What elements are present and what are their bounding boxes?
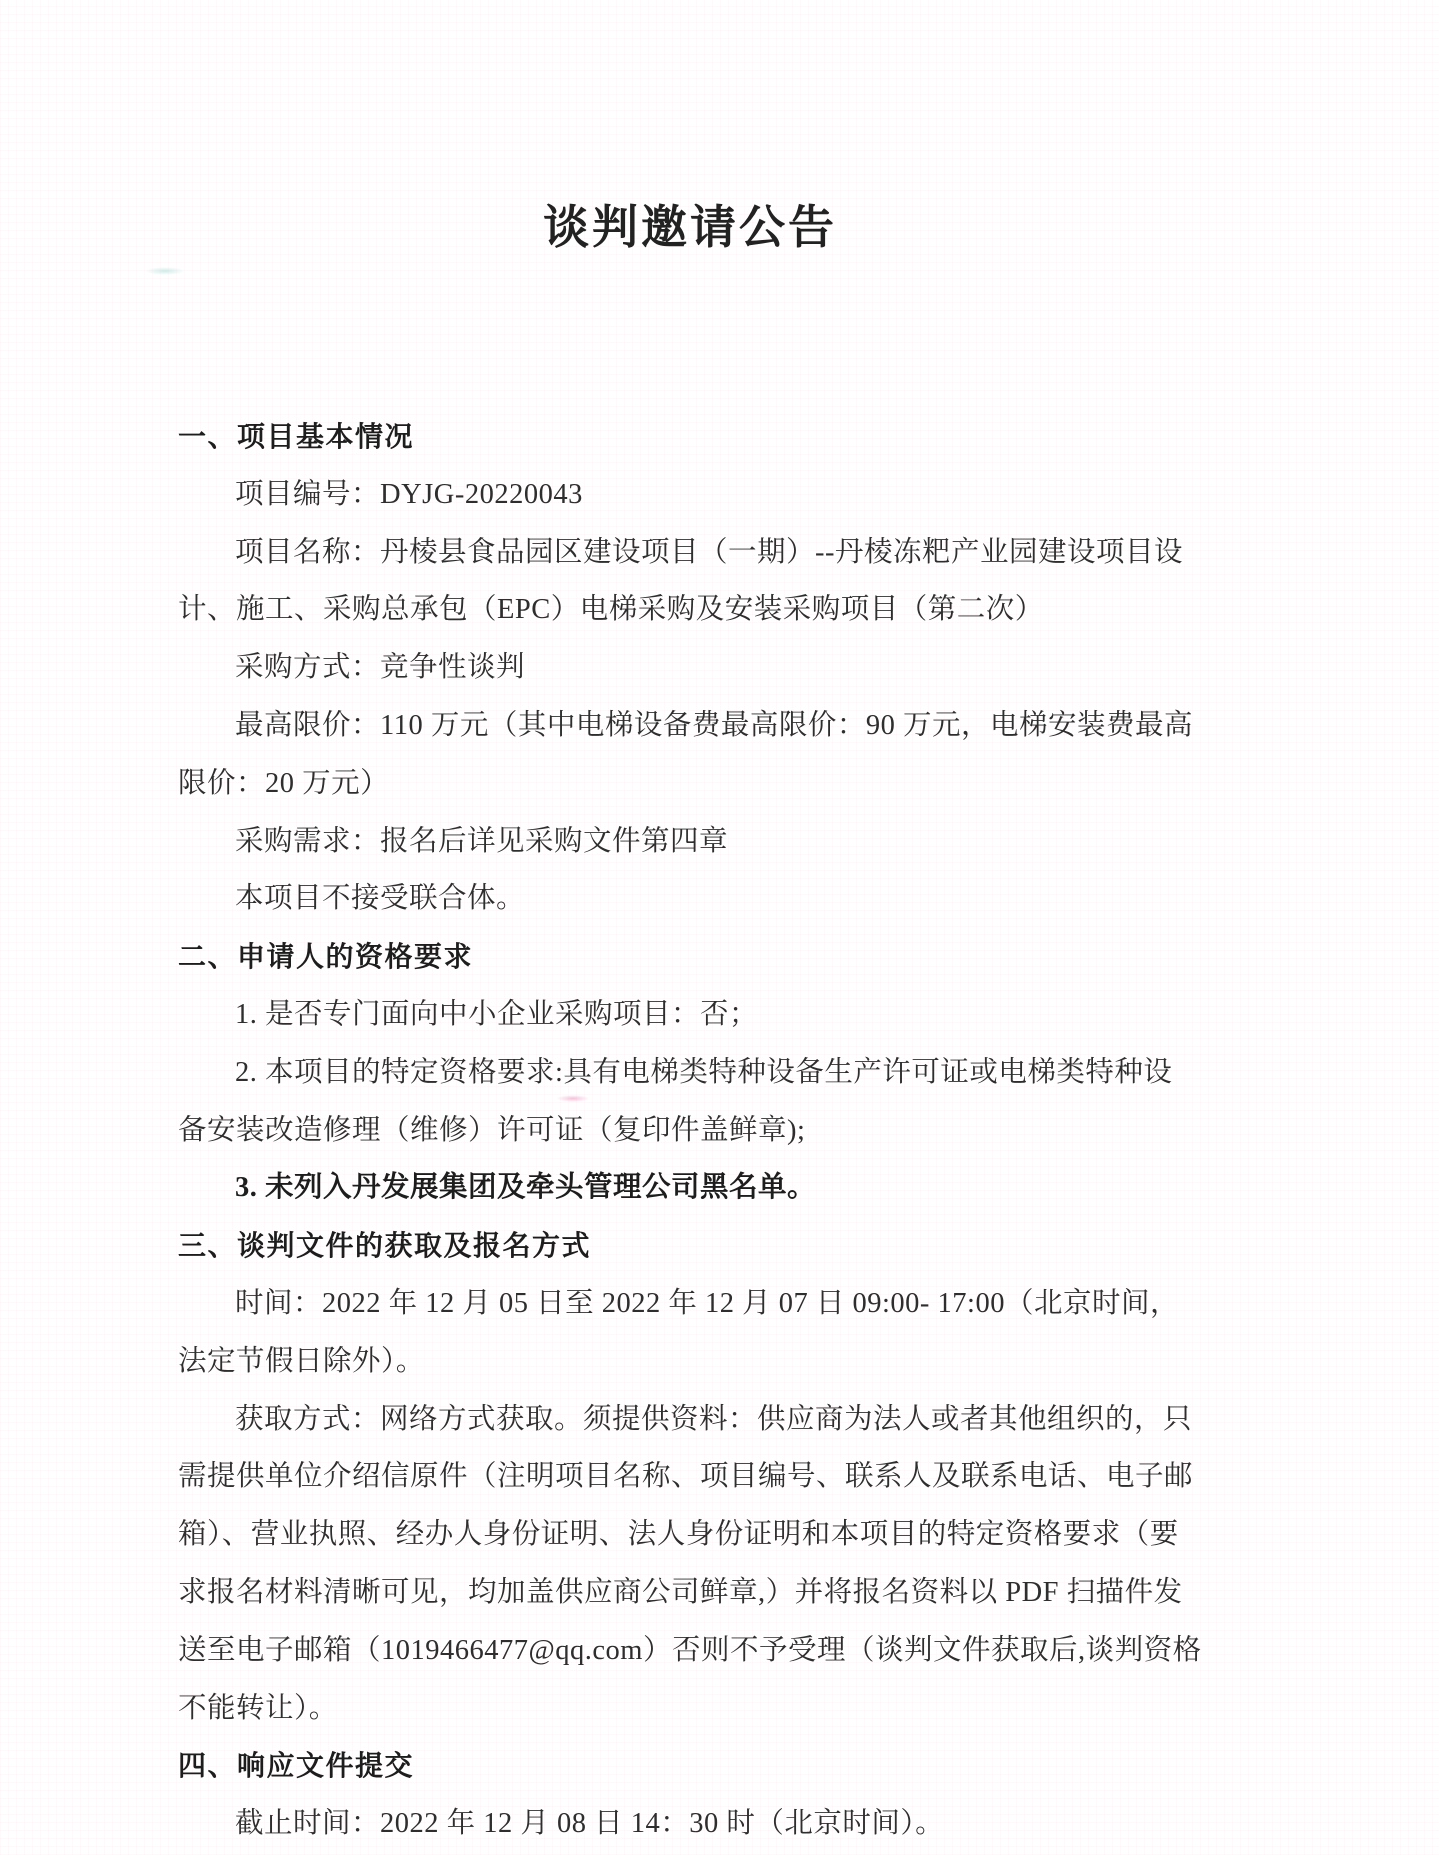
text-line-15: 三、谈判文件的获取及报名方式: [178, 1230, 592, 1262]
text-line-22: 送至电子邮箱（1019466477@qq.com）否则不予受理（谈判文件获取后,谈判资格: [178, 1634, 1202, 1666]
text-line-2: 项目编号：DYJG-20220043: [235, 478, 583, 510]
text-line-24: 四、响应文件提交: [178, 1750, 415, 1782]
page-title: 谈判邀请公告: [543, 202, 837, 253]
text-line-17: 法定节假日除外）。: [178, 1345, 425, 1377]
text-line-23: 不能转让）。: [178, 1692, 338, 1724]
text-line-1: 一、项目基本情况: [178, 421, 415, 452]
text-line-14: 3. 未列入丹发展集团及牵头管理公司黑名单。: [235, 1172, 817, 1204]
text-line-3: 项目名称：丹棱县食品园区建设项目（一期）--丹棱冻粑产业园建设项目设: [235, 536, 1183, 568]
text-line-6: 最高限价：110 万元（其中电梯设备费最高限价：90 万元，电梯安装费最高: [235, 709, 1193, 741]
text-line-20: 箱）、营业执照、经办人身份证明、法人身份证明和本项目的特定资格要求（要: [178, 1519, 1179, 1551]
text-line-12: 2. 本项目的特定资格要求:具有电梯类特种设备生产许可证或电梯类特种设: [235, 1056, 1173, 1088]
text-line-10: 二、申请人的资格要求: [178, 941, 474, 973]
text-line-18: 获取方式：网络方式获取。须提供资料：供应商为法人或者其他组织的，只: [235, 1403, 1193, 1435]
text-line-11: 1. 是否专门面向中小企业采购项目：否；: [235, 998, 759, 1030]
text-line-7: 限价：20 万元）: [178, 767, 390, 799]
text-line-8: 采购需求：报名后详见采购文件第四章: [235, 825, 729, 857]
text-line-16: 时间：2022 年 12 月 05 日至 2022 年 12 月 07 日 09:00- 17:00（北京时间，: [235, 1287, 1179, 1319]
text-line-5: 采购方式：竞争性谈判: [235, 652, 526, 684]
text-line-21: 求报名材料清晰可见，均加盖供应商公司鲜章,）并将报名资料以 PDF 扫描件发: [178, 1576, 1183, 1608]
text-line-13: 备安装改造修理（维修）许可证（复印件盖鲜章);: [178, 1114, 806, 1146]
text-line-19: 需提供单位介绍信原件（注明项目名称、项目编号、联系人及联系电话、电子邮: [178, 1461, 1194, 1493]
document-body: [178, 408, 1202, 1853]
text-line-25: 截止时间：2022 年 12 月 08 日 14：30 时（北京时间）。: [235, 1808, 945, 1840]
text-line-4: 计、施工、采购总承包（EPC）电梯采购及安装采购项目（第二次）: [178, 594, 1044, 626]
scan-smudge-teal: [145, 267, 185, 275]
text-line-9: 本项目不接受联合体。: [235, 883, 526, 915]
